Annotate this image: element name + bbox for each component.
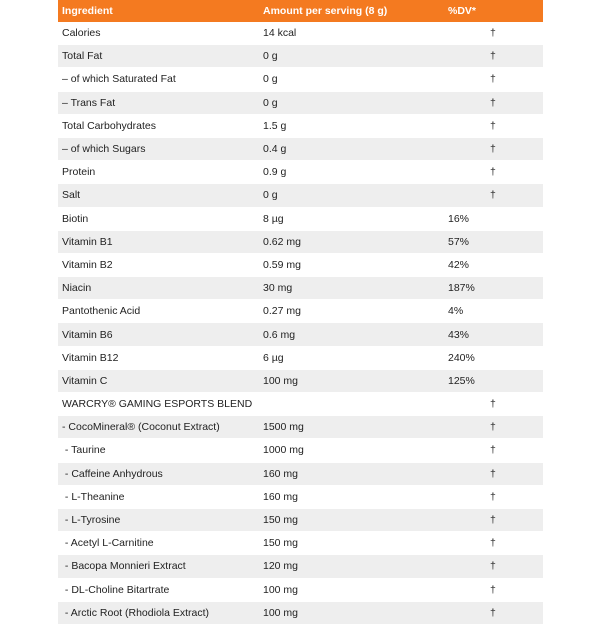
table-row xyxy=(58,231,543,254)
dagger-mark: † xyxy=(490,119,496,132)
amount-cell: 120 mg xyxy=(263,560,299,573)
table-row xyxy=(58,300,543,323)
ingredient-cell: Vitamin B12 xyxy=(62,351,119,364)
table-header xyxy=(58,0,543,22)
dagger-mark: † xyxy=(490,166,496,179)
ingredient-cell: Salt xyxy=(62,189,81,202)
dagger-mark: † xyxy=(490,421,496,434)
amount-cell: 160 mg xyxy=(263,490,299,503)
amount-cell: 8 µg xyxy=(263,212,284,225)
header-amount: Amount per serving (8 g) xyxy=(263,5,388,17)
dagger-mark: † xyxy=(490,189,496,202)
amount-cell: 150 mg xyxy=(263,514,299,527)
dagger-mark: † xyxy=(490,537,496,550)
dagger-mark: † xyxy=(490,96,496,109)
dagger-mark: † xyxy=(490,50,496,63)
dv-value: 43% xyxy=(448,328,470,341)
ingredient-cell: – of which Sugars xyxy=(62,143,146,156)
ingredient-cell: - Acetyl L-Carnitine xyxy=(62,537,154,550)
ingredient-cell: Biotin xyxy=(62,212,89,225)
dagger-mark: † xyxy=(490,143,496,156)
dv-value: 16% xyxy=(448,212,470,225)
table-row xyxy=(58,92,543,115)
nutrition-table xyxy=(58,0,543,625)
table-row xyxy=(58,138,543,161)
ingredient-cell: - L-Theanine xyxy=(62,490,125,503)
table-body xyxy=(58,22,543,625)
dv-value: 42% xyxy=(448,258,470,271)
amount-cell: 100 mg xyxy=(263,583,299,596)
table-row xyxy=(58,115,543,138)
table-row xyxy=(58,486,543,509)
ingredient-cell: - DL-Choline Bitartrate xyxy=(62,583,170,596)
amount-cell: 0 g xyxy=(263,189,278,202)
amount-cell: 100 mg xyxy=(263,374,299,387)
ingredient-cell: - Arctic Root (Rhodiola Extract) xyxy=(62,606,210,619)
dv-value: 57% xyxy=(448,235,470,248)
ingredient-cell: Calories xyxy=(62,27,101,40)
amount-cell: 1500 mg xyxy=(263,421,304,434)
dagger-mark: † xyxy=(490,514,496,527)
ingredient-cell: Pantothenic Acid xyxy=(62,305,141,318)
amount-cell: 0 g xyxy=(263,50,278,63)
ingredient-cell: Niacin xyxy=(62,282,92,295)
amount-cell: 160 mg xyxy=(263,467,299,480)
table-row xyxy=(58,509,543,532)
table-row xyxy=(58,323,543,346)
ingredient-cell: – Trans Fat xyxy=(62,96,116,109)
table-row xyxy=(58,277,543,300)
dagger-mark: † xyxy=(490,27,496,40)
table-row xyxy=(58,45,543,68)
table-row xyxy=(58,555,543,578)
dagger-mark: † xyxy=(490,606,496,619)
ingredient-cell: - L-Tyrosine xyxy=(62,514,121,527)
table-row xyxy=(58,347,543,370)
dv-value: 125% xyxy=(448,374,475,387)
ingredient-cell: - Taurine xyxy=(62,444,106,457)
header-dv: %DV* xyxy=(448,5,477,17)
dv-value: 4% xyxy=(448,305,464,318)
dagger-mark: † xyxy=(490,490,496,503)
amount-cell: 0.6 mg xyxy=(263,328,296,341)
table-row xyxy=(58,439,543,462)
ingredient-cell: - Caffeine Anhydrous xyxy=(62,467,163,480)
table-row xyxy=(58,161,543,184)
dagger-mark: † xyxy=(490,398,496,411)
table-row xyxy=(58,22,543,45)
amount-cell: 1.5 g xyxy=(263,119,287,132)
amount-cell: 6 µg xyxy=(263,351,284,364)
amount-cell: 0.59 mg xyxy=(263,258,301,271)
dv-value: 240% xyxy=(448,351,475,364)
ingredient-cell: - Bacopa Monnieri Extract xyxy=(62,560,186,573)
amount-cell: 0.62 mg xyxy=(263,235,301,248)
ingredient-cell: Total Carbohydrates xyxy=(62,119,156,132)
ingredient-cell: - CocoMineral® (Coconut Extract) xyxy=(62,421,220,434)
amount-cell: 14 kcal xyxy=(263,27,297,40)
ingredient-cell: Total Fat xyxy=(62,50,103,63)
ingredient-cell: – of which Saturated Fat xyxy=(62,73,176,86)
dagger-mark: † xyxy=(490,560,496,573)
table-row xyxy=(58,602,543,625)
dagger-mark: † xyxy=(490,583,496,596)
dagger-mark: † xyxy=(490,467,496,480)
dv-value: 187% xyxy=(448,282,475,295)
header-ingredient: Ingredient xyxy=(62,5,113,17)
table-row xyxy=(58,370,543,393)
ingredient-cell: Vitamin B2 xyxy=(62,258,113,271)
dagger-mark: † xyxy=(490,444,496,457)
table-row xyxy=(58,463,543,486)
amount-cell: 0.9 g xyxy=(263,166,287,179)
table-row xyxy=(58,416,543,439)
amount-cell: 150 mg xyxy=(263,537,299,550)
ingredient-cell: Vitamin B1 xyxy=(62,235,113,248)
ingredient-cell: Protein xyxy=(62,166,96,179)
ingredient-cell: Vitamin B6 xyxy=(62,328,113,341)
table-row xyxy=(58,184,543,207)
table-row xyxy=(58,68,543,91)
table-row xyxy=(58,254,543,277)
ingredient-cell: WARCRY® GAMING ESPORTS BLEND xyxy=(62,398,253,411)
amount-cell: 30 mg xyxy=(263,282,293,295)
table-row xyxy=(58,532,543,555)
table-row xyxy=(58,393,543,416)
dagger-mark: † xyxy=(490,73,496,86)
amount-cell: 0.27 mg xyxy=(263,305,301,318)
amount-cell: 100 mg xyxy=(263,606,299,619)
amount-cell: 0 g xyxy=(263,73,278,86)
table-row xyxy=(58,208,543,231)
amount-cell: 0 g xyxy=(263,96,278,109)
amount-cell: 1000 mg xyxy=(263,444,304,457)
table-row xyxy=(58,579,543,602)
amount-cell: 0.4 g xyxy=(263,143,287,156)
ingredient-cell: Vitamin C xyxy=(62,374,108,387)
